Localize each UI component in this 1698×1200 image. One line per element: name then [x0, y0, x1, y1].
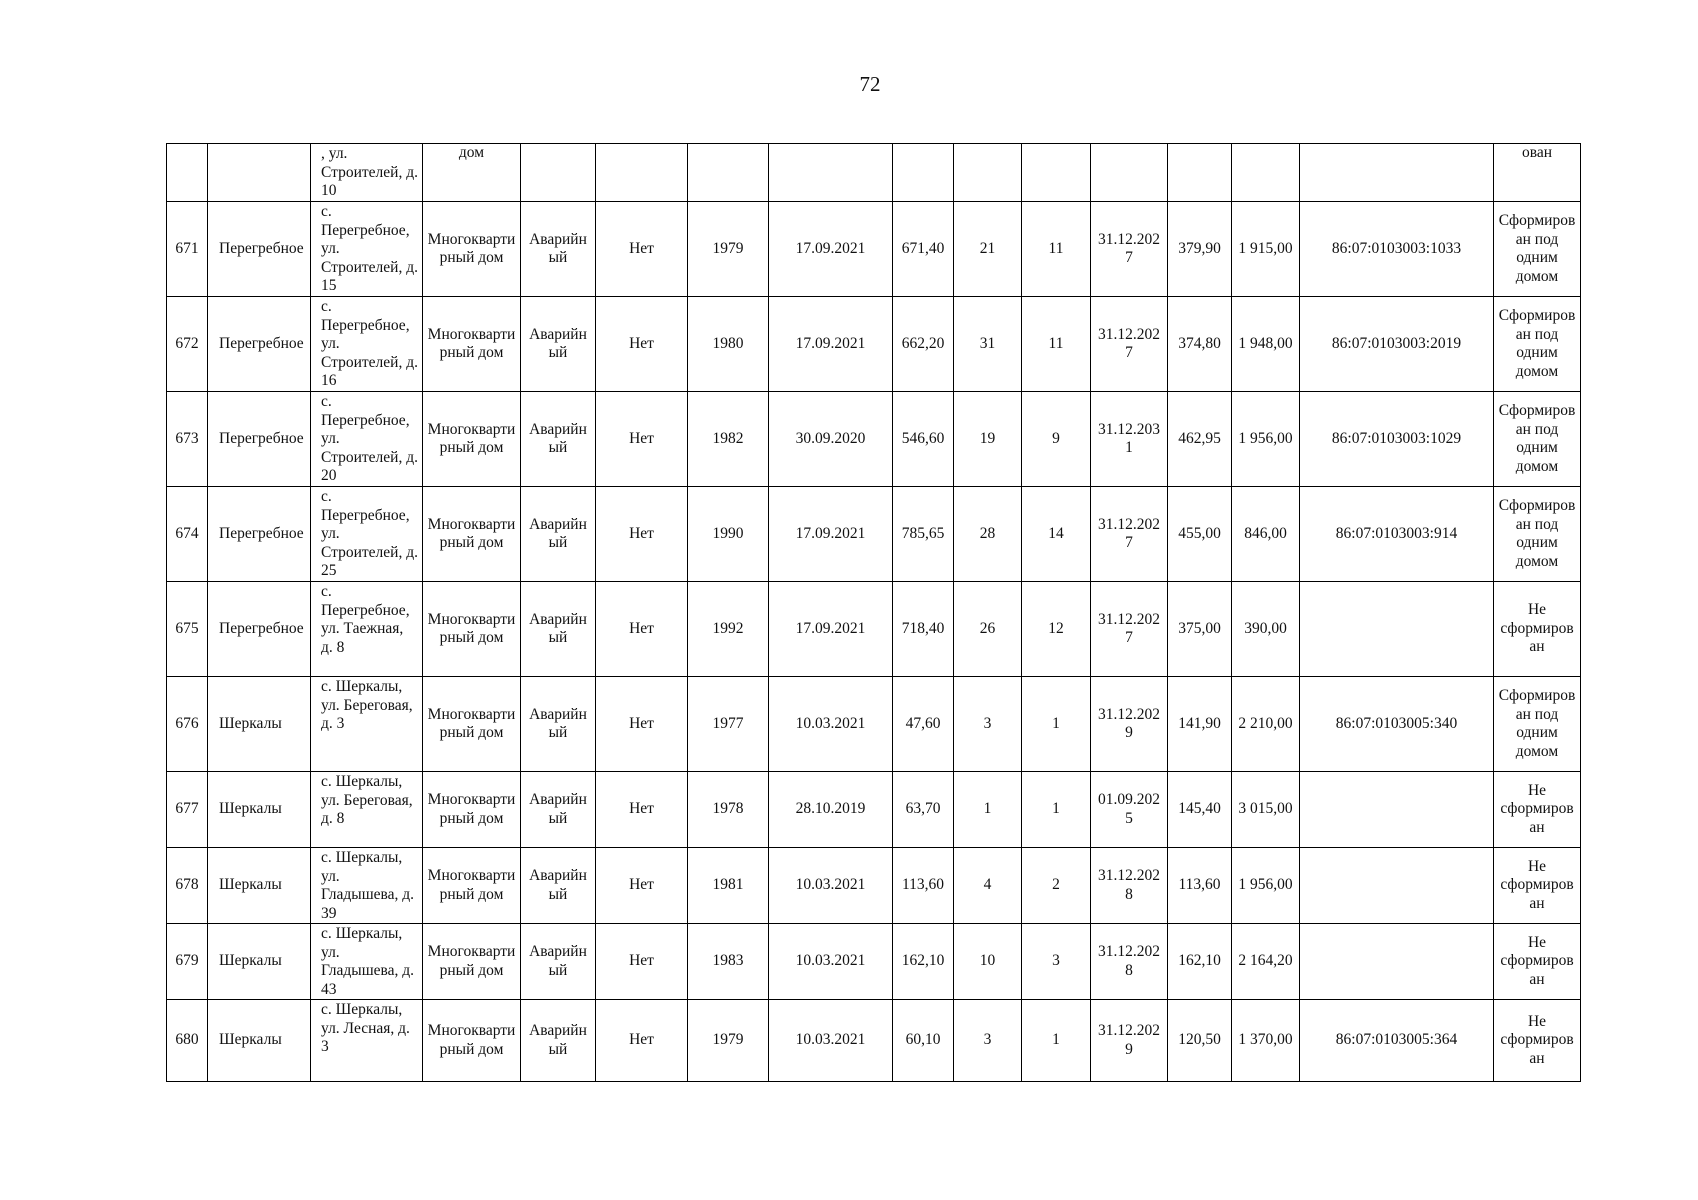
cell-flag: Нет — [596, 772, 688, 848]
cell-land-status: Не сформирован — [1494, 582, 1581, 677]
cell-cost — [1232, 144, 1300, 202]
cell-flag: Нет — [596, 392, 688, 487]
cell-address: с. Шеркалы, ул. Гладышева, д. 43 — [311, 924, 423, 1000]
cell-year: 1977 — [688, 677, 769, 772]
cell-flag — [596, 144, 688, 202]
cell-flats: 1 — [1022, 1000, 1091, 1082]
cell-building-type: Многоквартирный дом — [423, 677, 521, 772]
cell-cadastral-number: 86:07:0103003:914 — [1300, 487, 1494, 582]
cell-building-type: дом — [423, 144, 521, 202]
cell-land-status: ован — [1494, 144, 1581, 202]
cell-building-type: Многоквартирный дом — [423, 1000, 521, 1082]
cell-cadastral-number: 86:07:0103005:364 — [1300, 1000, 1494, 1082]
cell-locality: Шеркалы — [208, 677, 311, 772]
cell-cost: 1 948,00 — [1232, 297, 1300, 392]
cell-planned-date: 31.12.2027 — [1091, 487, 1168, 582]
cell-residents: 10 — [954, 924, 1022, 1000]
cell-area: 671,40 — [893, 202, 954, 297]
cell-flats: 11 — [1022, 297, 1091, 392]
cell-flats: 9 — [1022, 392, 1091, 487]
cell-residents: 21 — [954, 202, 1022, 297]
cell-residents: 3 — [954, 677, 1022, 772]
cell-recognition-date: 10.03.2021 — [769, 848, 893, 924]
cell-cost: 1 915,00 — [1232, 202, 1300, 297]
cell-address: с. Перегребное, ул. Строителей, д. 20 — [311, 392, 423, 487]
cell-number: 675 — [167, 582, 208, 677]
cell-planned-date: 31.12.2027 — [1091, 202, 1168, 297]
cell-building-type: Многоквартирный дом — [423, 582, 521, 677]
cell-recognition-date: 10.03.2021 — [769, 924, 893, 1000]
cell-address: , ул. Строителей, д. 10 — [311, 144, 423, 202]
cell-land-area: 455,00 — [1168, 487, 1232, 582]
cell-year: 1979 — [688, 202, 769, 297]
cell-flats: 1 — [1022, 772, 1091, 848]
cell-cost: 1 956,00 — [1232, 392, 1300, 487]
cell-locality: Шеркалы — [208, 1000, 311, 1082]
cell-residents: 19 — [954, 392, 1022, 487]
cell-flats: 2 — [1022, 848, 1091, 924]
cell-flag: Нет — [596, 487, 688, 582]
cell-land-status: Сформирован под одним домом — [1494, 297, 1581, 392]
cell-year: 1980 — [688, 297, 769, 392]
cell-planned-date — [1091, 144, 1168, 202]
cell-planned-date: 31.12.2031 — [1091, 392, 1168, 487]
cell-recognition-date: 17.09.2021 — [769, 582, 893, 677]
cell-recognition-date: 17.09.2021 — [769, 297, 893, 392]
cell-land-area: 379,90 — [1168, 202, 1232, 297]
housing-registry-table — [166, 143, 1581, 1082]
cell-number: 678 — [167, 848, 208, 924]
cell-cost: 3 015,00 — [1232, 772, 1300, 848]
cell-condition: Аварийный — [521, 297, 596, 392]
cell-recognition-date: 28.10.2019 — [769, 772, 893, 848]
cell-flats: 3 — [1022, 924, 1091, 1000]
cell-building-type: Многоквартирный дом — [423, 392, 521, 487]
cell-area: 785,65 — [893, 487, 954, 582]
cell-address: с. Шеркалы, ул. Гладышева, д. 39 — [311, 848, 423, 924]
cell-cost: 1 956,00 — [1232, 848, 1300, 924]
cell-residents: 28 — [954, 487, 1022, 582]
cell-recognition-date: 10.03.2021 — [769, 677, 893, 772]
cell-area — [893, 144, 954, 202]
cell-land-status: Не сформирован — [1494, 848, 1581, 924]
cell-land-status: Не сформирован — [1494, 772, 1581, 848]
cell-year: 1978 — [688, 772, 769, 848]
cell-flag: Нет — [596, 924, 688, 1000]
cell-land-status: Не сформирован — [1494, 924, 1581, 1000]
table-row — [167, 677, 1581, 772]
table-row — [167, 392, 1581, 487]
table-row — [167, 487, 1581, 582]
cell-residents: 4 — [954, 848, 1022, 924]
cell-flats: 1 — [1022, 677, 1091, 772]
cell-condition: Аварийный — [521, 392, 596, 487]
cell-area: 162,10 — [893, 924, 954, 1000]
table-row — [167, 582, 1581, 677]
cell-residents: 3 — [954, 1000, 1022, 1082]
cell-address: с. Перегребное, ул. Строителей, д. 25 — [311, 487, 423, 582]
cell-residents — [954, 144, 1022, 202]
cell-planned-date: 31.12.2027 — [1091, 582, 1168, 677]
cell-cost: 390,00 — [1232, 582, 1300, 677]
cell-flats: 14 — [1022, 487, 1091, 582]
cell-cost: 1 370,00 — [1232, 1000, 1300, 1082]
cell-building-type: Многоквартирный дом — [423, 924, 521, 1000]
cell-address: с. Перегребное, ул. Таежная, д. 8 — [311, 582, 423, 677]
cell-cadastral-number: 86:07:0103003:2019 — [1300, 297, 1494, 392]
table-row — [167, 924, 1581, 1000]
cell-land-status: Не сформирован — [1494, 1000, 1581, 1082]
cell-recognition-date — [769, 144, 893, 202]
cell-locality: Шеркалы — [208, 772, 311, 848]
cell-condition: Аварийный — [521, 677, 596, 772]
cell-address: с. Перегребное, ул. Строителей, д. 15 — [311, 202, 423, 297]
cell-cadastral-number — [1300, 772, 1494, 848]
cell-land-status: Сформирован под одним домом — [1494, 202, 1581, 297]
cell-area: 47,60 — [893, 677, 954, 772]
cell-number: 672 — [167, 297, 208, 392]
cell-land-area: 462,95 — [1168, 392, 1232, 487]
cell-land-status: Сформирован под одним домом — [1494, 677, 1581, 772]
table-row — [167, 772, 1581, 848]
cell-recognition-date: 10.03.2021 — [769, 1000, 893, 1082]
cell-land-area: 113,60 — [1168, 848, 1232, 924]
cell-cadastral-number — [1300, 924, 1494, 1000]
cell-area: 546,60 — [893, 392, 954, 487]
cell-locality: Перегребное — [208, 202, 311, 297]
cell-cost: 2 164,20 — [1232, 924, 1300, 1000]
cell-condition: Аварийный — [521, 1000, 596, 1082]
table-row — [167, 297, 1581, 392]
cell-number: 674 — [167, 487, 208, 582]
cell-number: 671 — [167, 202, 208, 297]
cell-residents: 31 — [954, 297, 1022, 392]
cell-area: 662,20 — [893, 297, 954, 392]
cell-number: 677 — [167, 772, 208, 848]
cell-flag: Нет — [596, 677, 688, 772]
cell-planned-date: 31.12.2028 — [1091, 924, 1168, 1000]
cell-land-area: 374,80 — [1168, 297, 1232, 392]
cell-planned-date: 31.12.2027 — [1091, 297, 1168, 392]
cell-locality — [208, 144, 311, 202]
cell-address: с. Шеркалы, ул. Береговая, д. 3 — [311, 677, 423, 772]
cell-year: 1992 — [688, 582, 769, 677]
cell-condition — [521, 144, 596, 202]
cell-planned-date: 01.09.2025 — [1091, 772, 1168, 848]
cell-cadastral-number — [1300, 582, 1494, 677]
cell-cost: 2 210,00 — [1232, 677, 1300, 772]
table-row — [167, 144, 1581, 202]
cell-locality: Перегребное — [208, 487, 311, 582]
cell-flag: Нет — [596, 202, 688, 297]
cell-building-type: Многоквартирный дом — [423, 202, 521, 297]
cell-land-area: 120,50 — [1168, 1000, 1232, 1082]
cell-land-status: Сформирован под одним домом — [1494, 487, 1581, 582]
cell-land-area — [1168, 144, 1232, 202]
cell-building-type: Многоквартирный дом — [423, 487, 521, 582]
cell-flag: Нет — [596, 297, 688, 392]
cell-area: 718,40 — [893, 582, 954, 677]
cell-locality: Перегребное — [208, 582, 311, 677]
cell-year: 1982 — [688, 392, 769, 487]
cell-flag: Нет — [596, 1000, 688, 1082]
cell-planned-date: 31.12.2029 — [1091, 1000, 1168, 1082]
cell-area: 113,60 — [893, 848, 954, 924]
cell-flag: Нет — [596, 848, 688, 924]
cell-building-type: Многоквартирный дом — [423, 772, 521, 848]
cell-number: 680 — [167, 1000, 208, 1082]
cell-locality: Перегребное — [208, 297, 311, 392]
cell-year: 1990 — [688, 487, 769, 582]
cell-building-type: Многоквартирный дом — [423, 297, 521, 392]
cell-address: с. Шеркалы, ул. Лесная, д. 3 — [311, 1000, 423, 1082]
cell-flats — [1022, 144, 1091, 202]
cell-cadastral-number — [1300, 848, 1494, 924]
cell-cadastral-number: 86:07:0103005:340 — [1300, 677, 1494, 772]
cell-planned-date: 31.12.2029 — [1091, 677, 1168, 772]
cell-recognition-date: 17.09.2021 — [769, 487, 893, 582]
cell-condition: Аварийный — [521, 582, 596, 677]
page-number: 72 — [859, 72, 881, 96]
cell-cadastral-number: 86:07:0103003:1033 — [1300, 202, 1494, 297]
cell-flats: 11 — [1022, 202, 1091, 297]
cell-land-area: 141,90 — [1168, 677, 1232, 772]
cell-locality: Перегребное — [208, 392, 311, 487]
table-row — [167, 202, 1581, 297]
cell-address: с. Шеркалы, ул. Береговая, д. 8 — [311, 772, 423, 848]
cell-residents: 26 — [954, 582, 1022, 677]
cell-land-status: Сформирован под одним домом — [1494, 392, 1581, 487]
cell-condition: Аварийный — [521, 848, 596, 924]
cell-cost: 846,00 — [1232, 487, 1300, 582]
table-row — [167, 1000, 1581, 1082]
cell-land-area: 162,10 — [1168, 924, 1232, 1000]
cell-condition: Аварийный — [521, 924, 596, 1000]
cell-recognition-date: 17.09.2021 — [769, 202, 893, 297]
cell-cadastral-number: 86:07:0103003:1029 — [1300, 392, 1494, 487]
cell-area: 63,70 — [893, 772, 954, 848]
cell-locality: Шеркалы — [208, 848, 311, 924]
cell-cadastral-number — [1300, 144, 1494, 202]
cell-area: 60,10 — [893, 1000, 954, 1082]
cell-land-area: 145,40 — [1168, 772, 1232, 848]
cell-year: 1979 — [688, 1000, 769, 1082]
cell-building-type: Многоквартирный дом — [423, 848, 521, 924]
cell-number: 673 — [167, 392, 208, 487]
cell-address: с. Перегребное, ул. Строителей, д. 16 — [311, 297, 423, 392]
cell-flag: Нет — [596, 582, 688, 677]
cell-condition: Аварийный — [521, 772, 596, 848]
cell-condition: Аварийный — [521, 487, 596, 582]
cell-condition: Аварийный — [521, 202, 596, 297]
cell-planned-date: 31.12.2028 — [1091, 848, 1168, 924]
cell-year: 1983 — [688, 924, 769, 1000]
cell-locality: Шеркалы — [208, 924, 311, 1000]
cell-number: 679 — [167, 924, 208, 1000]
cell-year — [688, 144, 769, 202]
cell-year: 1981 — [688, 848, 769, 924]
cell-residents: 1 — [954, 772, 1022, 848]
cell-number: 676 — [167, 677, 208, 772]
cell-flats: 12 — [1022, 582, 1091, 677]
table-row — [167, 848, 1581, 924]
cell-number — [167, 144, 208, 202]
cell-recognition-date: 30.09.2020 — [769, 392, 893, 487]
cell-land-area: 375,00 — [1168, 582, 1232, 677]
